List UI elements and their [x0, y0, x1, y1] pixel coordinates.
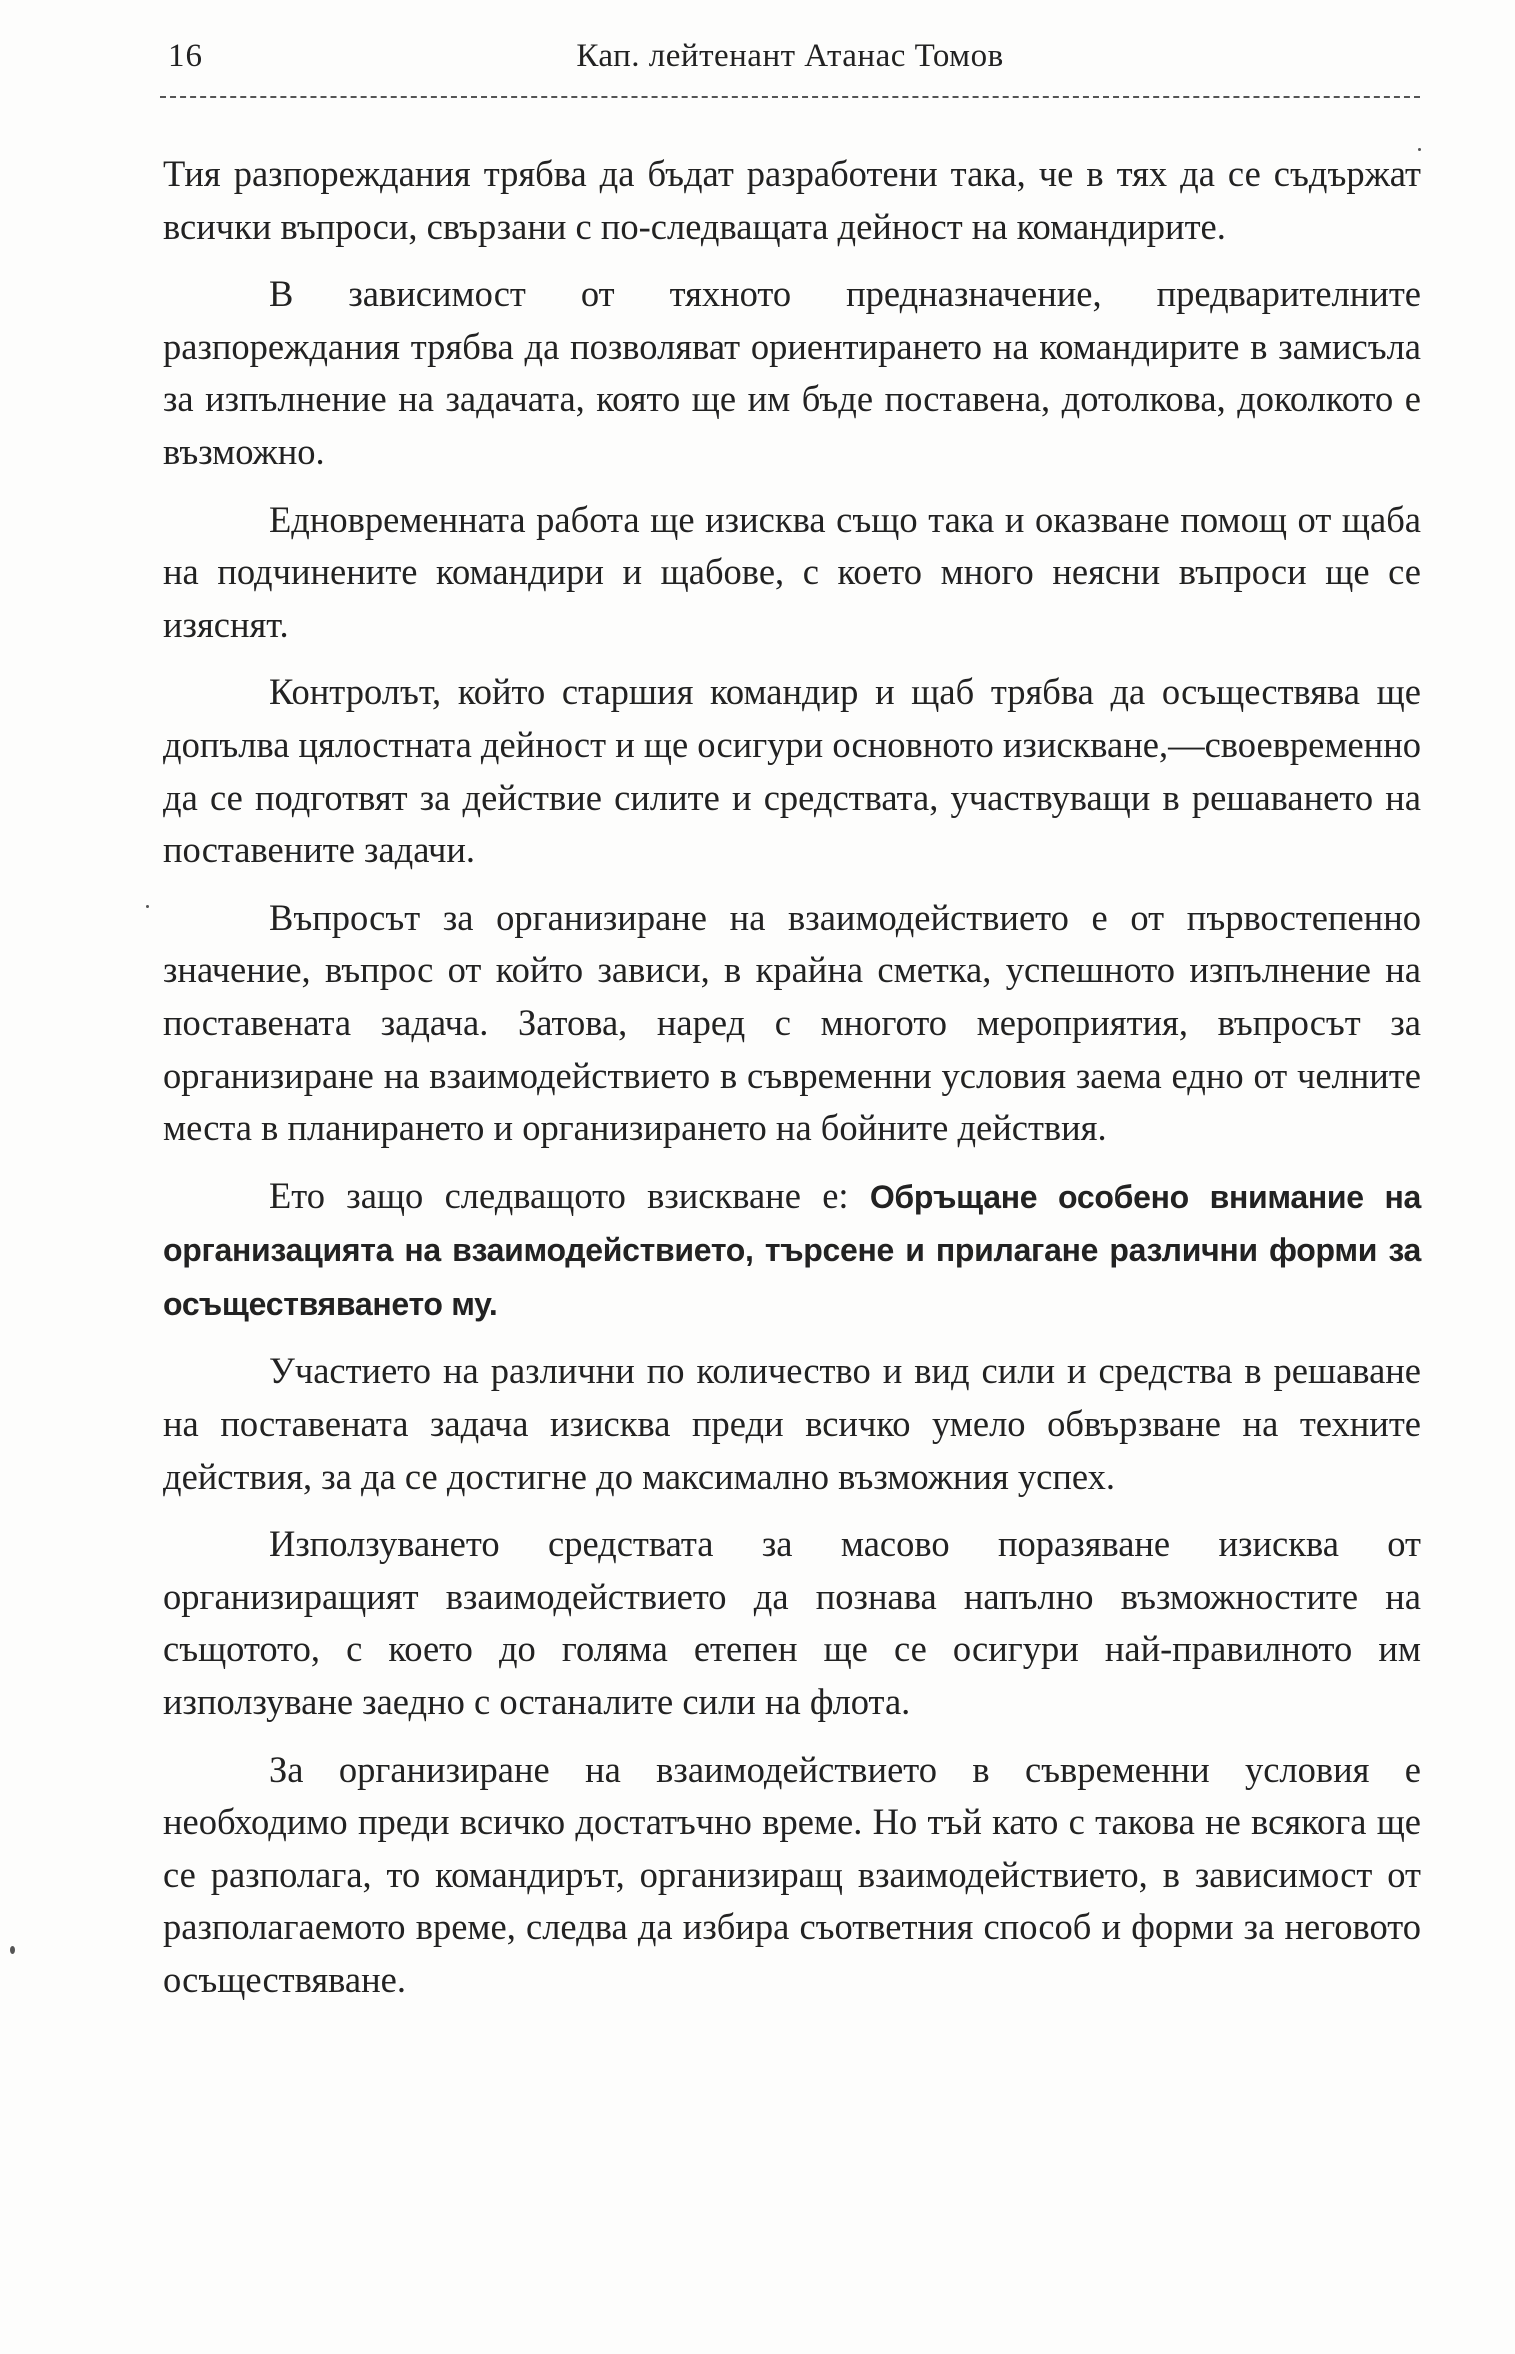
print-speck — [10, 1946, 15, 1954]
print-speck — [146, 905, 149, 908]
paragraph: В зависимост от тяхното предназначение, предварителните разпореждания трябва да позволяват ориентирането на командирите в замисъла за изпълнение на задачата, която ще им бъде поставена, дотолкова, доколкото е възможно. — [163, 273, 1421, 472]
paragraph: Едновременната работа ще изисква също така и оказване помощ от щаба на подчинените командири и щабове, с което много неясни въпроси ще се изяснят. — [163, 498, 1421, 645]
running-title: Кап. лейтенант Атанас Томов — [576, 38, 1004, 74]
body-text — [163, 148, 1421, 2022]
paragraph: Тия разпореждания трябва да бъдат разработени така, че в тях да се съдържат всички въпроси, свързани с по-следващата дейност на командирите. — [163, 153, 1421, 247]
paragraph-lead-text: Ето защо следващото взискване е: — [269, 1174, 870, 1216]
print-speck — [1418, 148, 1421, 151]
running-head — [160, 38, 1420, 88]
header-rule — [160, 96, 1420, 98]
emphasized-requirement: Обръщане особено внимание на организацията на взаимодействието, търсене и прилагане различни форми за осъществяването му. — [163, 1178, 1421, 1322]
paragraph: Използуването средствата за масово поразяване изисква от организиращият взаимодействието да познава напълно възможностите на същотото, с което до голяма етепен ще се осигури най-правилното им използуване заедно с останалите сили на флота. — [163, 1523, 1421, 1723]
paragraph-with-emphasis — [163, 1170, 1421, 1331]
paragraph: Участието на различни по количество и вид сили и средства в решаване на поставената задача изисква преди всичко умело обвързване на техните действия, за да се достигне до максимално възможния успех. — [163, 1350, 1421, 1497]
paragraph: Въпросът за организиране на взаимодействието е от първостепенно значение, въпрос от който зависи, в крайна сметка, успешното изпълнение на поставената задача. Затова, наред с многото мероприятия, въпросът за организиране на взаимодействието в съвременни условия заема едно от челните места в планирането и организирането на бойните действия. — [163, 896, 1421, 1149]
paragraph: Контролът, който старшия командир и щаб трябва да осъществява ще допълва цялостната дейност и ще осигури основното изискване,—своевременно да се подготвят за действие силите и средствата, участвуващи в решаването на поставените задачи. — [163, 671, 1421, 871]
paragraph: За организиране на взаимодействието в съвременни условия е необходимо преди всичко достатъчно време. Но тъй като с такова не всякога ще се разполага, то командирът, организиращ взаимодействието, в зависимост от разполагаемото време, следва да избира съответния способ и форми за неговото осъществяване. — [163, 1748, 1421, 2000]
page-number: 16 — [168, 38, 203, 74]
